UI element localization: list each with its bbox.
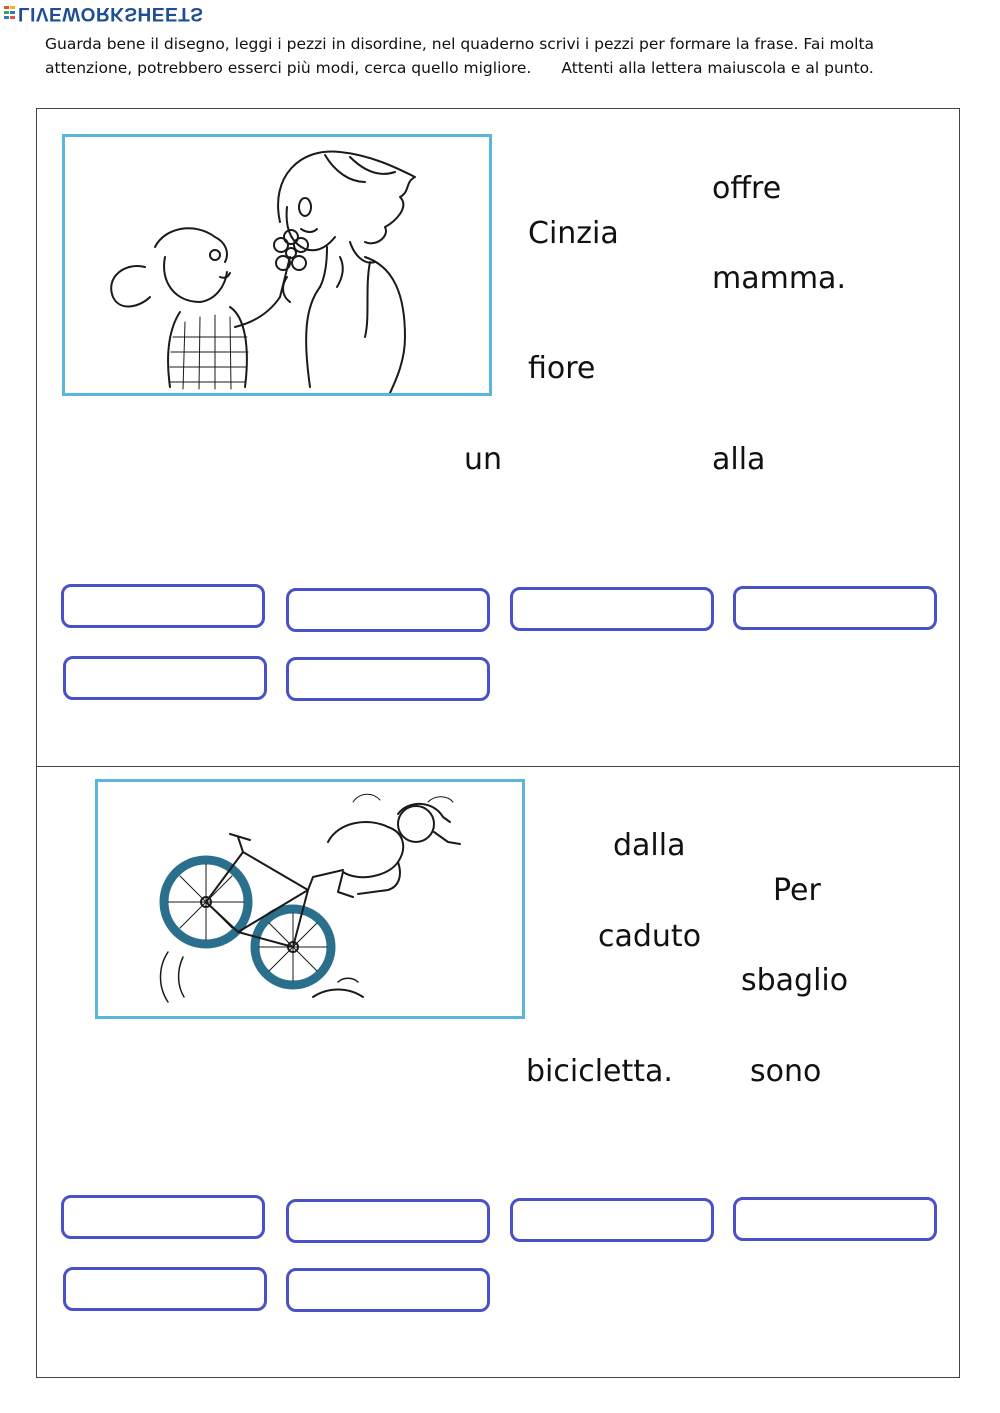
word-tile[interactable]: caduto bbox=[598, 919, 702, 954]
instructions bbox=[45, 32, 985, 80]
answer-box[interactable] bbox=[63, 656, 267, 700]
liveworksheets-logo bbox=[4, 2, 203, 24]
word-tile[interactable]: un bbox=[464, 442, 503, 477]
instruction-line-1: Guarda bene il disegno, leggi i pezzi in disordine, nel quaderno scrivi i pezzi per formare la frase. Fai molta bbox=[45, 35, 875, 53]
answer-box[interactable] bbox=[733, 1197, 937, 1241]
word-tile[interactable]: Cinzia bbox=[528, 216, 619, 251]
word-tile[interactable]: bicicletta. bbox=[526, 1054, 673, 1089]
word-tile[interactable]: mamma. bbox=[712, 261, 846, 296]
answer-box[interactable] bbox=[63, 1267, 267, 1311]
logo-text: LIVEWORKSHEETS bbox=[18, 3, 204, 24]
answer-box[interactable] bbox=[510, 1198, 714, 1242]
boy-falls-off-bike-illustration bbox=[95, 779, 525, 1019]
word-tile[interactable]: offre bbox=[712, 171, 782, 206]
word-tile[interactable]: sbaglio bbox=[741, 963, 849, 998]
girl-gives-flower-illustration bbox=[62, 134, 492, 396]
instruction-line-2b: Attenti alla lettera maiuscola e al punto. bbox=[561, 59, 874, 77]
answer-box[interactable] bbox=[61, 1195, 265, 1239]
logo-mark-icon bbox=[4, 5, 16, 21]
word-tile[interactable]: Per bbox=[773, 873, 821, 908]
answer-box[interactable] bbox=[733, 586, 937, 630]
word-tile[interactable]: sono bbox=[750, 1054, 822, 1089]
instruction-line-2 bbox=[45, 56, 985, 80]
exercise-2-panel bbox=[36, 766, 960, 1378]
answer-box[interactable] bbox=[286, 1199, 490, 1243]
answer-box[interactable] bbox=[286, 1268, 490, 1312]
word-tile[interactable]: fiore bbox=[528, 351, 596, 386]
word-tile[interactable]: alla bbox=[712, 442, 766, 477]
word-tile[interactable]: dalla bbox=[613, 828, 686, 863]
answer-box[interactable] bbox=[286, 588, 490, 632]
answer-box[interactable] bbox=[510, 587, 714, 631]
instruction-line-2a: attenzione, potrebbero esserci più modi, cerca quello migliore. bbox=[45, 59, 532, 77]
answer-box[interactable] bbox=[286, 657, 490, 701]
answer-box[interactable] bbox=[61, 584, 265, 628]
exercise-1-panel bbox=[36, 108, 960, 767]
